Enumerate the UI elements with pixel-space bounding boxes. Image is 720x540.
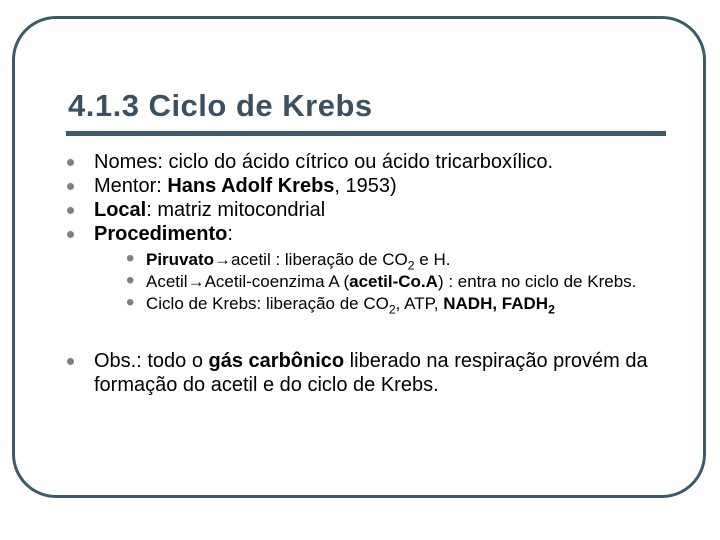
bullet-text bbox=[94, 349, 662, 397]
bullet-item bbox=[62, 222, 662, 246]
text-run: : bbox=[227, 223, 233, 245]
bullet-dot-icon bbox=[67, 231, 74, 238]
text-run: acetil-Co.A bbox=[349, 272, 438, 291]
bullet-dot-icon bbox=[67, 358, 74, 365]
bullet-dot-icon bbox=[67, 183, 74, 190]
text-run: NADH, FADH bbox=[443, 294, 549, 313]
bullet-item bbox=[62, 174, 662, 198]
bullet-text bbox=[94, 222, 662, 246]
bullet-dot-icon bbox=[67, 207, 74, 214]
sub-bullet-item bbox=[124, 267, 662, 294]
sub-bullet-item bbox=[124, 245, 662, 273]
text-run: Acetil-coenzima A ( bbox=[204, 272, 350, 291]
text-run: Acetil bbox=[146, 272, 188, 291]
title-underline bbox=[66, 131, 666, 136]
text-run: e H. bbox=[414, 250, 451, 269]
sub-bullet-text bbox=[146, 271, 662, 293]
sub-bullet-dot-icon: • bbox=[126, 267, 135, 294]
text-run: liberado na respiração provém da formação do acetil e do ciclo de Krebs. bbox=[94, 350, 648, 396]
bullet-dot-icon bbox=[67, 159, 74, 166]
bullet-text bbox=[94, 150, 662, 174]
text-run: : matriz mitocondrial bbox=[146, 199, 326, 221]
text-run: , 1953) bbox=[334, 175, 397, 197]
bullet-text bbox=[94, 198, 662, 222]
bullet-list bbox=[62, 150, 662, 397]
bullet-item bbox=[62, 349, 662, 397]
text-run: Procedimento bbox=[94, 223, 228, 245]
sub-bullet-text bbox=[146, 293, 662, 315]
text-run: Piruvato bbox=[146, 250, 215, 269]
text-run: , ATP, bbox=[395, 294, 444, 313]
sub-bullet-item bbox=[124, 289, 662, 317]
bullet-item bbox=[62, 198, 662, 222]
text-run: acetil : liberação de CO bbox=[231, 250, 408, 269]
text-run: ) : entra no ciclo de Krebs. bbox=[437, 272, 637, 291]
arrow-icon: → bbox=[187, 272, 205, 291]
text-run: gás carbônico bbox=[208, 350, 345, 372]
text-run: Obs.: todo o bbox=[94, 350, 209, 372]
text-run: Ciclo de Krebs: liberação de CO bbox=[146, 294, 389, 313]
bullet-item bbox=[62, 150, 662, 174]
text-run: Nomes: ciclo do ácido cítrico ou ácido tricarboxílico. bbox=[94, 151, 554, 173]
text-run: Local bbox=[94, 199, 147, 221]
sub-bullet-dot-icon: • bbox=[126, 245, 135, 272]
subscript-text: 2 bbox=[548, 302, 555, 317]
sub-bullet-text bbox=[146, 249, 662, 271]
sub-bullet-list bbox=[124, 245, 662, 317]
slide-title: 4.1.3 Ciclo de Krebs bbox=[68, 88, 373, 123]
subscript-text: 2 bbox=[407, 258, 415, 273]
spacer bbox=[62, 315, 662, 349]
subscript-text: 2 bbox=[388, 302, 396, 317]
text-run: Hans Adolf Krebs bbox=[167, 175, 335, 197]
arrow-icon: → bbox=[214, 250, 232, 269]
text-run: Mentor: bbox=[94, 175, 168, 197]
sub-bullet-dot-icon: • bbox=[126, 289, 135, 316]
bullet-text bbox=[94, 174, 662, 198]
